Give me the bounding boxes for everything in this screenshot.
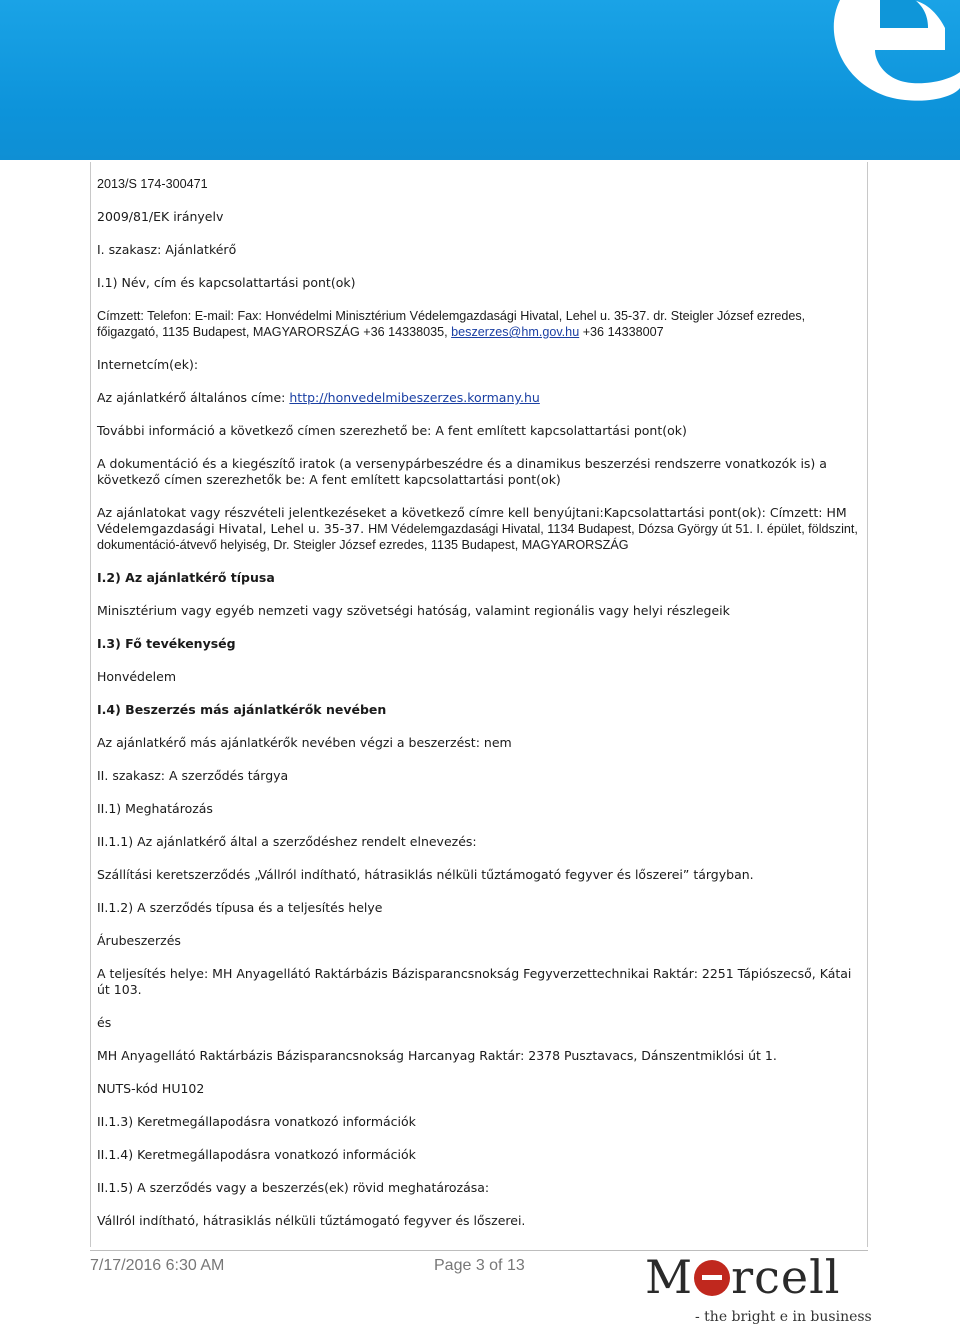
subsection-2-1-1-title: II.1.1) Az ajánlatkérő által a szerződéshez rendelt elnevezés: <box>97 834 477 849</box>
subsection-2-1-5-title: II.1.5) A szerződés vagy a beszerzés(ek) rövid meghatározása: <box>97 1180 490 1195</box>
subsection-1-2-title: I.2) Az ajánlatkérő típusa <box>97 570 275 585</box>
subsection-1-2-text: Minisztérium vagy egyéb nemzeti vagy szövetségi hatóság, valamint regionális vagy helyi részlegeik <box>97 603 730 618</box>
subsection-2-1-4-title: II.1.4) Keretmegállapodásra vonatkozó információk <box>97 1147 416 1162</box>
submission-text <box>97 505 862 553</box>
general-address-link[interactable]: http://honvedelmibeszerzes.kormany.hu <box>289 390 540 405</box>
doc-directive: 2009/81/EK irányelv <box>97 209 224 224</box>
e-logo-icon <box>800 0 960 110</box>
submission-text-part1: Az ajánlatokat vagy részvételi jelentkezéseket a következő címre kell benyújtani:Kapcsolattartási pont(ok): Címzett: HM Védelemgazdasági Hivatal, Lehel u. 35-37. <box>97 505 847 536</box>
subsection-1-1-title: I.1) Név, cím és kapcsolattartási pont(ok) <box>97 275 356 290</box>
contact-paragraph <box>97 308 862 340</box>
brand-suffix: rcell <box>731 1250 841 1304</box>
contact-fax: +36 14338007 <box>582 325 664 339</box>
subsection-1-3-text: Honvédelem <box>97 669 177 684</box>
footer-page-number: Page 3 of 13 <box>434 1257 525 1274</box>
contact-text: Címzett: Telefon: E-mail: Fax: Honvédelmi Minisztérium Védelemgazdasági Hivatal, Lehel u. 35-37. dr. Steigler József ezredes, főigazgató, 1135 Budapest, MAGYARORSZÁG +36 14338035, <box>97 309 806 339</box>
subsection-2-1-2-title: II.1.2) A szerződés típusa és a teljesítés helye <box>97 900 383 915</box>
subsection-2-1-5-text: Vállról indítható, hátrasiklás nélküli tűztámogató fegyver és lőszerei. <box>97 1213 526 1228</box>
header-banner <box>0 0 960 160</box>
internet-label: Internetcím(ek): <box>97 357 199 372</box>
document-content <box>97 176 862 1246</box>
general-address-row <box>97 390 862 406</box>
contract-type: Árubeszerzés <box>97 933 181 948</box>
subsection-1-4-title: I.4) Beszerzés más ajánlatkérők nevében <box>97 702 387 717</box>
general-address-label: Az ajánlatkérő általános címe: <box>97 390 286 405</box>
subsection-2-1-1-text: Szállítási keretszerződés „Vállról indítható, hátrasiklás nélküli tűztámogató fegyver és lőszerei” tárgyban. <box>97 867 754 882</box>
frame-left-border <box>90 162 91 1247</box>
nuts-code: NUTS-kód HU102 <box>97 1081 205 1096</box>
brand-prefix: M <box>645 1250 694 1304</box>
documentation-text: A dokumentáció és a kiegészítő iratok (a versenypárbeszédre és a dinamikus beszerzési rendszerre vonatkozók is) a következő címen szerezhetők be: A fent említett kapcsolattartási pont(ok) <box>97 456 827 487</box>
contact-email-link[interactable]: beszerzes@hm.gov.hu <box>451 325 580 339</box>
submission-text-part2: HM Védelemgazdasági Hivatal, 1134 Budapest, Dózsa György út 51. I. épület, földszint, dokumentáció-átvevő helyiség, Dr. Steigler József ezredes, 1135 Budapest, MAGYARORSZÁG <box>97 522 858 552</box>
subsection-1-3-title: I.3) Fő tevékenység <box>97 636 236 651</box>
subsection-2-1-title: II.1) Meghatározás <box>97 801 213 816</box>
section-2-title: II. szakasz: A szerződés tárgya <box>97 768 289 783</box>
delivery-place-1: A teljesítés helye: MH Anyagellátó Raktárbázis Bázisparancsnokság Fegyverzettechnikai Raktár: 2251 Tápiószecső, Kátai út 103. <box>97 966 852 997</box>
more-info-text: További információ a következő címen szerezhető be: A fent említett kapcsolattartási pont(ok) <box>97 423 687 438</box>
subsection-1-4-text: Az ajánlatkérő más ajánlatkérők nevében végzi a beszerzést: nem <box>97 735 512 750</box>
brand-name <box>645 1250 841 1304</box>
delivery-place-2: MH Anyagellátó Raktárbázis Bázisparancsnokság Harcanyag Raktár: 2378 Pusztavacs, Dánszentmiklósi út 1. <box>97 1048 777 1063</box>
marcell-logo <box>645 1250 872 1326</box>
footer-date: 7/17/2016 6:30 AM <box>90 1257 225 1274</box>
section-1-title: I. szakasz: Ajánlatkérő <box>97 242 237 257</box>
subsection-2-1-3-title: II.1.3) Keretmegállapodásra vonatkozó információk <box>97 1114 416 1129</box>
brand-e-icon <box>694 1260 730 1296</box>
delivery-place-and: és <box>97 1015 112 1030</box>
brand-tagline: - the bright e in business <box>695 1309 872 1325</box>
doc-reference: 2013/S 174-300471 <box>97 177 208 191</box>
frame-right-border <box>867 162 868 1247</box>
